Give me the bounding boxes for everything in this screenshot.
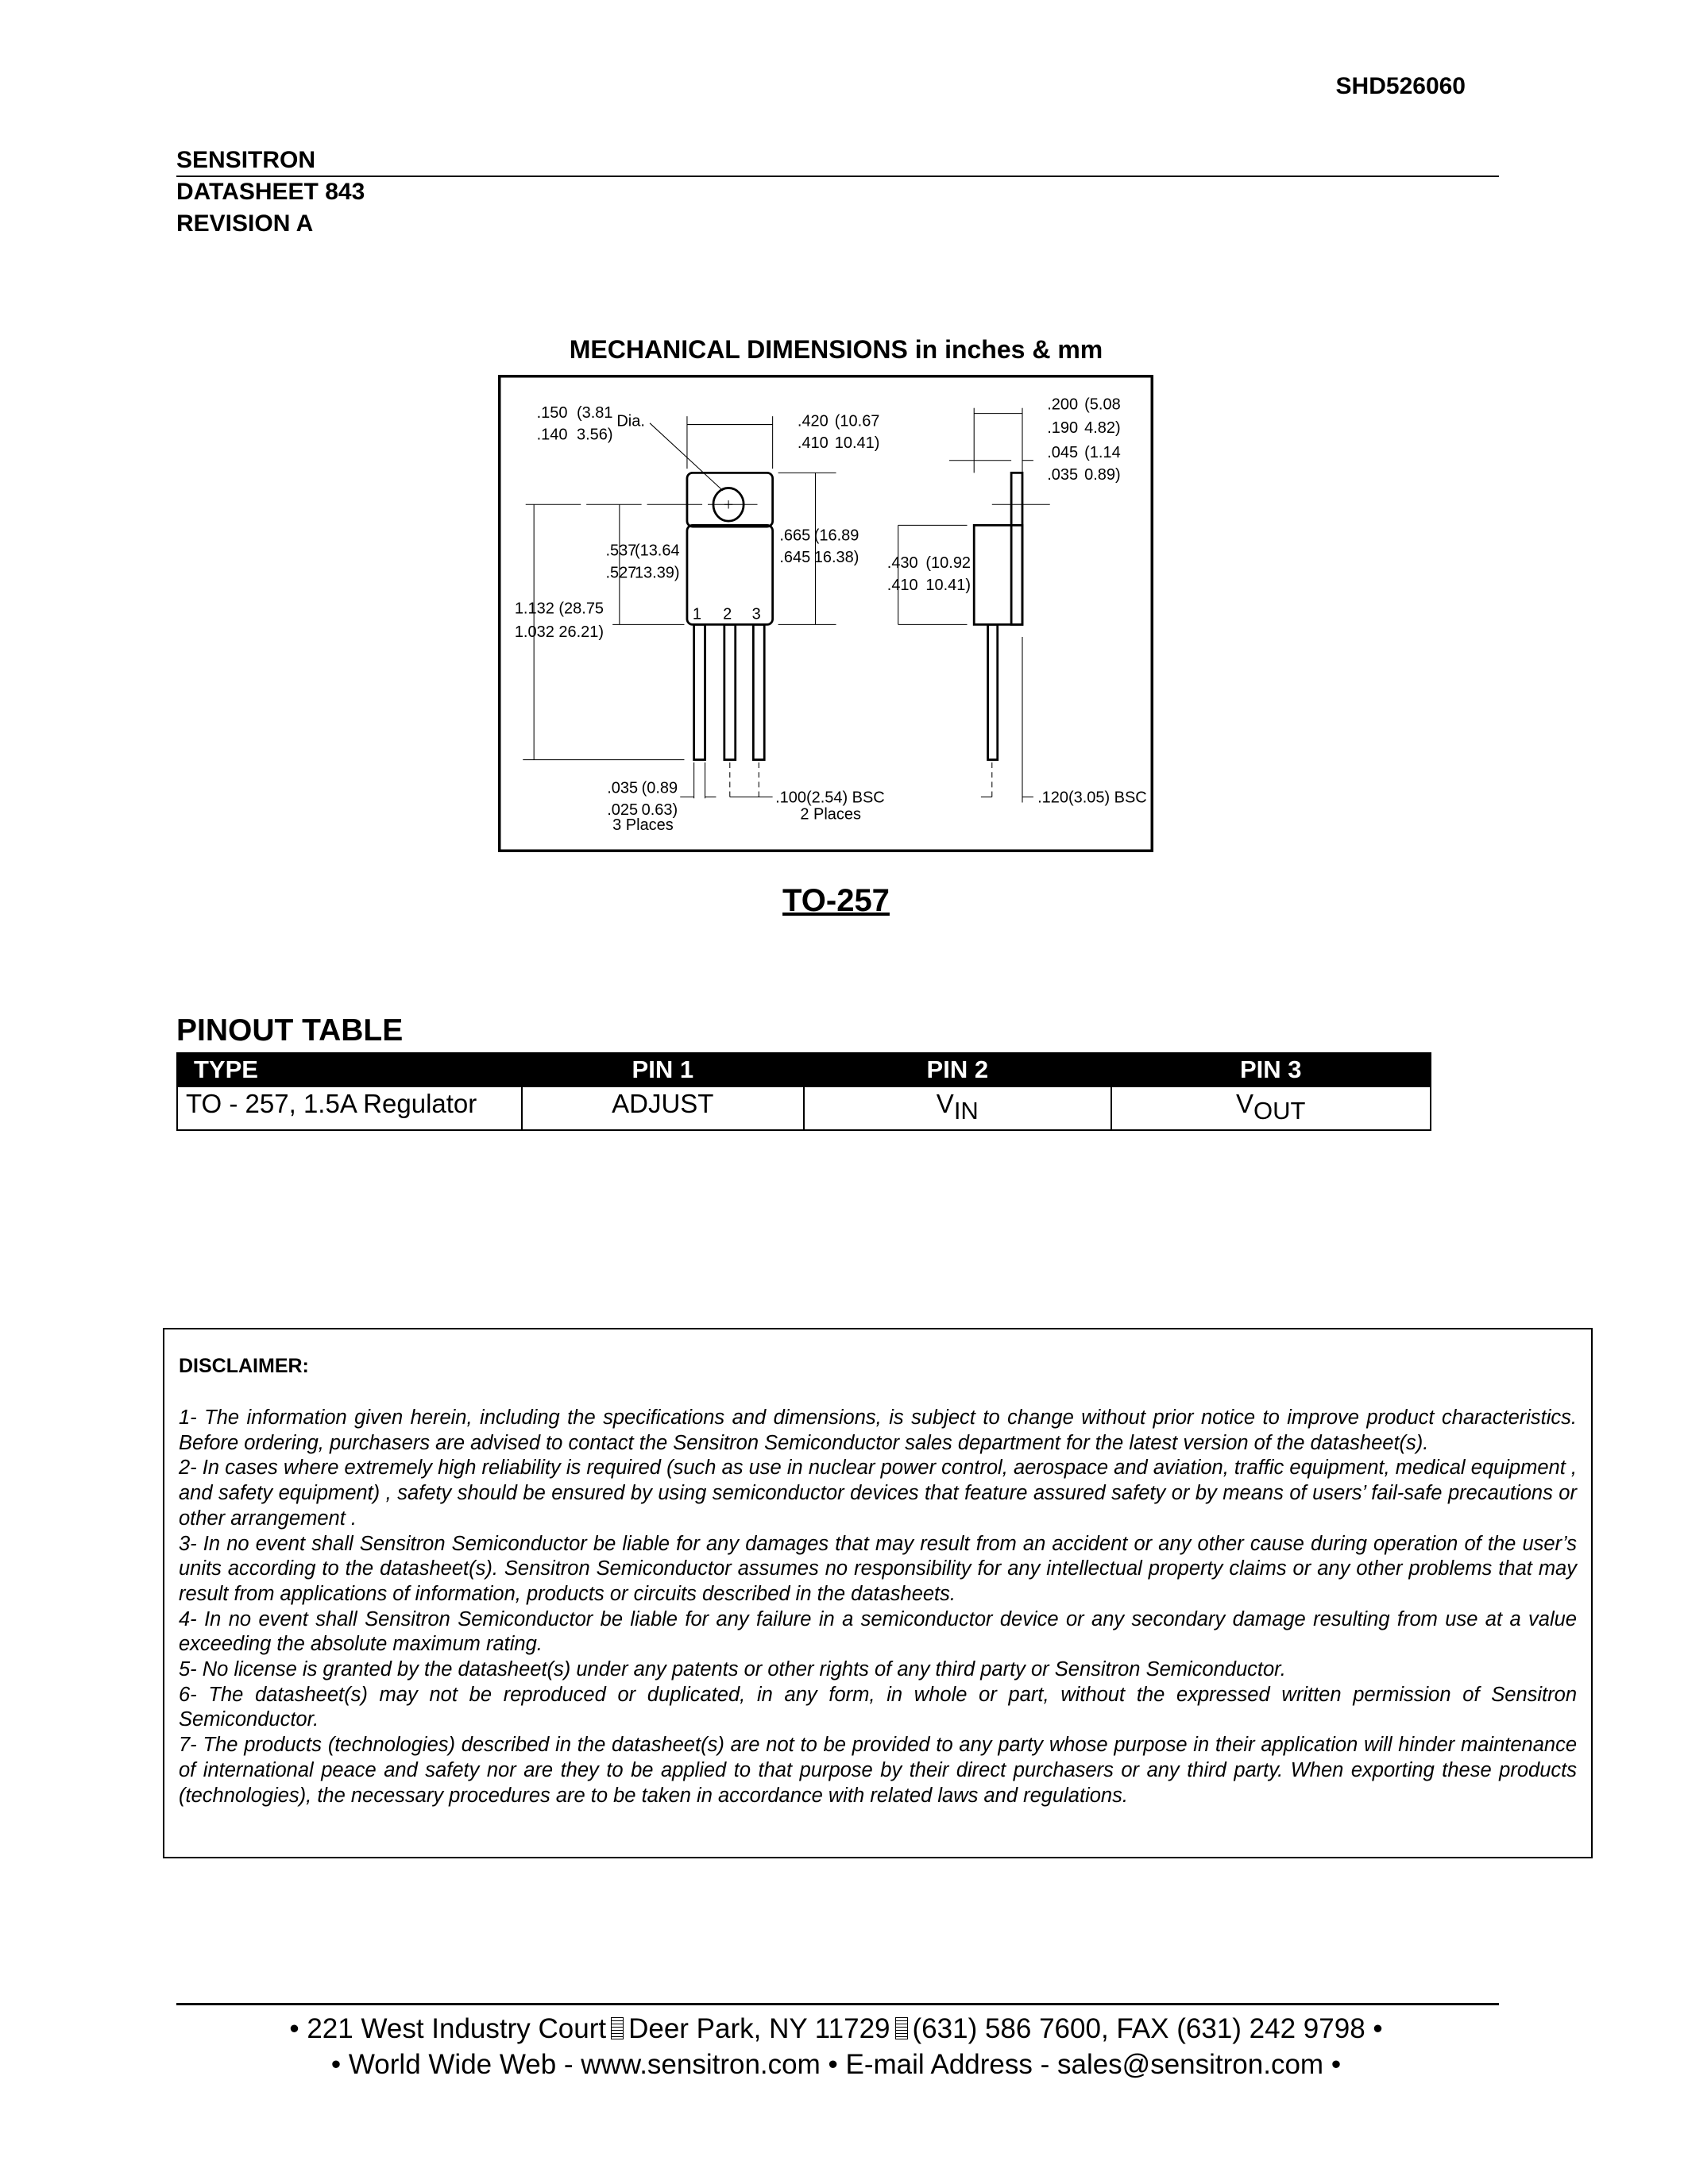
svg-text:Dia.: Dia. <box>616 412 645 430</box>
svg-text:10.41): 10.41) <box>925 576 971 594</box>
revision: REVISION A <box>176 210 314 237</box>
header-pin1: PIN 1 <box>522 1053 805 1086</box>
separator-icon <box>611 2017 624 2039</box>
svg-text:3.56): 3.56) <box>577 426 613 444</box>
svg-text:1.032: 1.032 <box>514 623 554 642</box>
svg-text:(16.89: (16.89 <box>813 527 859 545</box>
disclaimer-item: 5- No license is granted by the datasheet(s) under any patents or other rights of any third party or Sensitron Semiconductor. <box>179 1658 1286 1681</box>
disclaimer-item: 1- The information given herein, including the specifications and dimensions, is subject to change without prior notice to improve product characteristics. Before ordering, purchasers are advised to contact the Sensitron Semiconductor sales department for the latest version of the datasheet(s). <box>179 1406 1577 1454</box>
svg-text:0.89): 0.89) <box>1084 466 1121 484</box>
bullet: • <box>330 2049 342 2080</box>
mechanical-drawing <box>498 375 1153 852</box>
svg-text:.140: .140 <box>536 426 568 444</box>
separator-icon <box>895 2017 908 2039</box>
svg-text:.410: .410 <box>797 434 829 453</box>
pinout-title: PINOUT TABLE <box>176 1013 404 1048</box>
svg-text:.035: .035 <box>607 779 639 797</box>
cell-pin2 <box>804 1086 1111 1130</box>
side-body <box>974 525 1022 624</box>
svg-text:(1.14: (1.14 <box>1084 444 1121 462</box>
svg-text:.100(2.54) BSC: .100(2.54) BSC <box>775 789 885 807</box>
svg-text:0.63): 0.63) <box>641 801 678 820</box>
side-tab <box>1011 473 1022 624</box>
footer-rule <box>176 2003 1499 2005</box>
header-pin2: PIN 2 <box>804 1053 1111 1086</box>
bullet: • <box>1373 2013 1383 2044</box>
svg-text:.665: .665 <box>779 527 811 545</box>
footer-web[interactable]: World Wide Web - www.sensitron.com <box>348 2049 821 2080</box>
svg-text:(0.89: (0.89 <box>641 779 678 797</box>
disclaimer-item: 3- In no event shall Sensitron Semiconductor be liable for any damages that may result from an accident or any other cause during operation of the user’s units according to the datasheet(s). Sensitron Semiconductor assumes no responsibility for any intellectual property claims or any other problems that may result from applications of information, products or circuits described in the datasheets. <box>179 1532 1577 1605</box>
disclaimer-title: DISCLAIMER: <box>179 1355 309 1377</box>
footer-email[interactable]: E-mail Address - sales@sensitron.com <box>845 2049 1324 2080</box>
footer-address-line <box>0 2013 1672 2045</box>
pinout-table <box>176 1052 1431 1131</box>
svg-text:(28.75: (28.75 <box>558 600 605 618</box>
svg-text:.045: .045 <box>1047 444 1079 462</box>
company-block <box>176 145 365 240</box>
lead-1 <box>694 624 705 759</box>
lead-3 <box>753 624 764 759</box>
svg-text:.410: .410 <box>886 576 918 594</box>
svg-text:.430: .430 <box>886 554 918 573</box>
svg-text:26.21): 26.21) <box>558 623 605 642</box>
svg-text:10.41): 10.41) <box>834 434 880 453</box>
svg-text:(10.92: (10.92 <box>925 554 971 573</box>
datasheet-number: DATASHEET 843 <box>176 179 365 205</box>
table-row <box>177 1086 1431 1130</box>
svg-text:.200: .200 <box>1047 396 1079 414</box>
svg-text:(10.67: (10.67 <box>834 412 880 430</box>
svg-text:.120(3.05) BSC: .120(3.05) BSC <box>1037 789 1147 807</box>
header-pin3: PIN 3 <box>1111 1053 1431 1086</box>
svg-text:3 Places: 3 Places <box>612 816 674 835</box>
svg-text:1.132: 1.132 <box>514 600 554 618</box>
svg-text:(13.64: (13.64 <box>634 542 680 560</box>
svg-text:13.39): 13.39) <box>634 564 680 582</box>
svg-text:1: 1 <box>692 605 702 623</box>
lead-2 <box>724 624 736 759</box>
footer-web-line <box>0 2049 1672 2081</box>
cell-pin1: ADJUST <box>522 1086 805 1130</box>
document-number: SHD526060 <box>1335 73 1466 99</box>
disclaimer-item: 7- The products (technologies) described in the datasheet(s) are not to be provided to any party whose purpose in their application will hinder maintenance of international peace and safety nor are they to be applied to that purpose by their direct purchasers or any third party. When exporting these products (technologies), the necessary procedures are to be taken in accordance with related laws and regulations. <box>179 1734 1577 1807</box>
svg-text:.645: .645 <box>779 549 811 567</box>
dimension-labels <box>515 396 1147 834</box>
footer-address: 221 West Industry Court <box>307 2013 607 2044</box>
svg-text:(3.81: (3.81 <box>577 403 613 422</box>
mounting-tab <box>687 473 773 527</box>
disclaimer-item: 2- In cases where extremely high reliability is required (such as use in nuclear power control, aerospace and aviation, traffic equipment, medical equipment , and safety equipment) , safety should be ensured by using semiconductor devices that feature assured safety or by means of users’ fail-safe precautions or other arrangement . <box>179 1457 1577 1530</box>
pin2-sub: IN <box>953 1097 979 1125</box>
package-name: TO-257 <box>782 883 890 918</box>
disclaimer-item: 4- In no event shall Sensitron Semiconductor be liable for any failure in a semiconductor device or any secondary damage resulting from use at a value exceeding the absolute maximum rating. <box>179 1607 1577 1656</box>
table-header-row <box>177 1053 1431 1086</box>
mechanical-title: MECHANICAL DIMENSIONS in inches & mm <box>569 335 1103 364</box>
header-rule <box>176 176 1499 177</box>
side-lead <box>988 624 998 759</box>
svg-text:3: 3 <box>751 605 761 623</box>
pin2-main: V <box>936 1089 954 1118</box>
cell-type: TO - 257, 1.5A Regulator <box>177 1086 522 1130</box>
svg-text:2: 2 <box>723 605 732 623</box>
bullet: • <box>828 2049 838 2080</box>
cell-pin3 <box>1111 1086 1431 1130</box>
pin3-main: V <box>1236 1089 1254 1118</box>
bullet: • <box>289 2013 299 2044</box>
svg-text:.025: .025 <box>607 801 639 820</box>
disclaimer-body <box>179 1406 1577 1808</box>
company-name: SENSITRON <box>176 147 316 173</box>
footer-city: Deer Park, NY 11729 <box>628 2013 890 2044</box>
svg-text:2 Places: 2 Places <box>800 805 861 824</box>
svg-text:16.38): 16.38) <box>813 549 859 567</box>
bullet: • <box>1331 2049 1342 2080</box>
svg-text:.035: .035 <box>1047 466 1079 484</box>
svg-text:4.82): 4.82) <box>1084 419 1121 437</box>
disclaimer-item: 6- The datasheet(s) may not be reproduced or duplicated, in any form, in whole or part, without the expressed written permission of Sensitron Semiconductor. <box>179 1683 1577 1731</box>
svg-text:.527: .527 <box>605 564 637 582</box>
disclaimer-box <box>163 1328 1593 1858</box>
svg-text:.537: .537 <box>605 542 637 560</box>
svg-text:(5.08: (5.08 <box>1084 396 1121 414</box>
footer-phone: (631) 586 7600, FAX (631) 242 9798 <box>912 2013 1365 2044</box>
side-view <box>974 473 1022 759</box>
header-type: TYPE <box>177 1053 522 1086</box>
svg-text:.150: .150 <box>536 403 568 422</box>
svg-text:.420: .420 <box>797 412 829 430</box>
svg-text:.190: .190 <box>1047 419 1079 437</box>
pin3-sub: OUT <box>1253 1097 1306 1125</box>
